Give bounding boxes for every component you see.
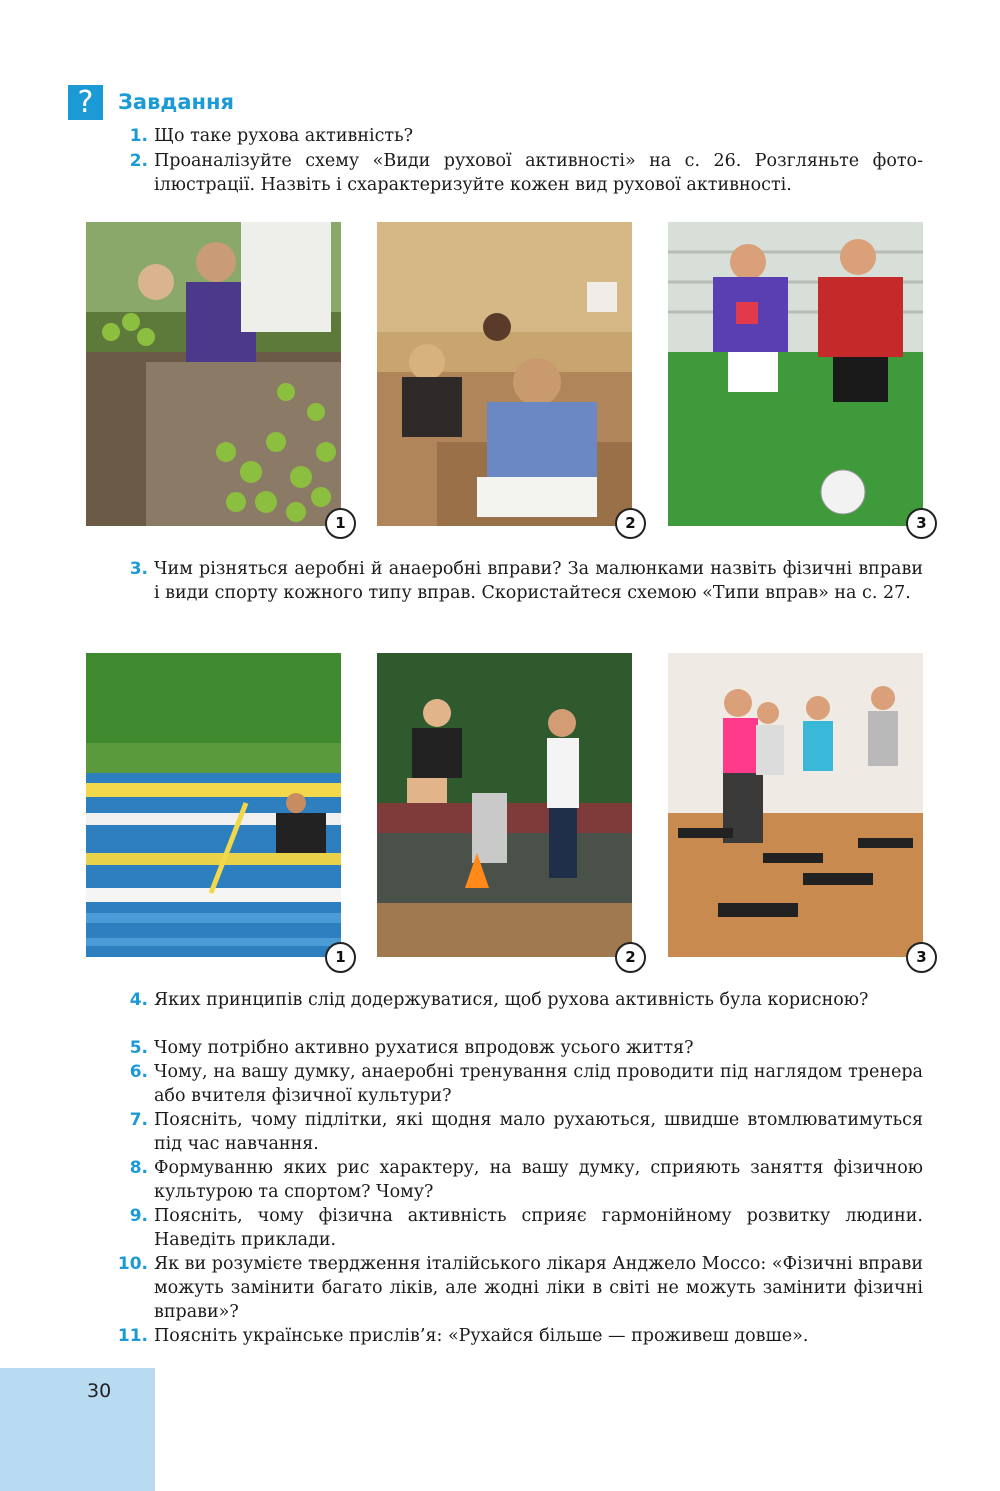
question-number: 3. xyxy=(129,559,148,579)
photo-classroom-exam xyxy=(377,222,632,526)
page-number-tab xyxy=(0,1368,155,1491)
question-text: Поясніть українське прислів’я: «Рухайся більше — проживеш довше». xyxy=(154,1326,809,1346)
question-item xyxy=(116,1060,923,1108)
question-number: 10. xyxy=(117,1254,148,1274)
page-number: 30 xyxy=(87,1380,112,1402)
photo-football-players xyxy=(668,222,923,526)
question-text: Проаналізуйте схему «Види рухової активності» на с. 26. Розгляньте фотоілюстрації. Назвіть і схарактеризуйте кожен вид рухової активності. xyxy=(154,151,923,195)
question-number: 5. xyxy=(129,1038,148,1058)
question-mark-icon: ? xyxy=(68,85,103,120)
question-text: Чим різняться аеробні й анаеробні вправи? За малюнками назвіть фізичні вправи і види спорту кожного типу вправ. Скористайтеся схемою «Типи вправ» на с. 27. xyxy=(154,559,923,603)
question-item xyxy=(116,1156,923,1204)
photo-apple-harvest xyxy=(86,222,341,526)
question-number: 11. xyxy=(117,1326,148,1346)
question-text: Яких принципів слід додержуватися, щоб рухова активність була корисною? xyxy=(154,990,869,1010)
question-number: 7. xyxy=(129,1110,148,1130)
section-header xyxy=(68,84,234,120)
question-number: 4. xyxy=(129,990,148,1010)
question-item xyxy=(116,1036,923,1060)
question-item xyxy=(116,988,923,1012)
photo-step-aerobics xyxy=(668,653,923,957)
question-text: Чому, на вашу думку, анаеробні тренування слід проводити під наглядом тренера або вчителя фізичної культури? xyxy=(154,1062,923,1106)
question-item xyxy=(116,1108,923,1156)
question-text: Як ви розумієте твердження італійського лікаря Анджело Моссо: «Фізичні вправи можуть замінити багато ліків, але жодні ліки в світі не можуть замінити фізичні вправи»? xyxy=(154,1254,923,1322)
question-number: 8. xyxy=(129,1158,148,1178)
question-item xyxy=(116,1204,923,1252)
question-number: 6. xyxy=(129,1062,148,1082)
section-title: Завдання xyxy=(118,90,235,114)
photo-long-jump xyxy=(377,653,632,957)
question-text: Що таке рухова активність? xyxy=(154,126,414,146)
question-text: Чому потрібно активно рухатися впродовж усього життя? xyxy=(154,1038,694,1058)
question-item xyxy=(116,557,923,605)
photo-number-badge: 1 xyxy=(325,942,356,973)
photo-number-badge: 2 xyxy=(615,942,646,973)
question-item xyxy=(116,1324,923,1348)
question-text: Поясніть, чому фізична активність сприяє гармонійному розвитку людини. Наведіть приклади. xyxy=(154,1206,923,1250)
photo-number-badge: 2 xyxy=(615,508,646,539)
question-number: 1. xyxy=(129,126,148,146)
photo-number-badge: 3 xyxy=(906,508,937,539)
photo-number-badge: 3 xyxy=(906,942,937,973)
question-item xyxy=(116,149,923,197)
question-number: 2. xyxy=(129,151,148,171)
question-number: 9. xyxy=(129,1206,148,1226)
question-text: Формуванню яких рис характеру, на вашу думку, сприяють заняття фізичною культурою та спортом? Чому? xyxy=(154,1158,923,1202)
question-item xyxy=(116,124,923,148)
photo-number-badge: 1 xyxy=(325,508,356,539)
question-item xyxy=(116,1252,923,1324)
question-text: Поясніть, чому підлітки, які щодня мало рухаються, швидше втомлюватимуться під час навчання. xyxy=(154,1110,923,1154)
photo-canoe-rowing xyxy=(86,653,341,957)
